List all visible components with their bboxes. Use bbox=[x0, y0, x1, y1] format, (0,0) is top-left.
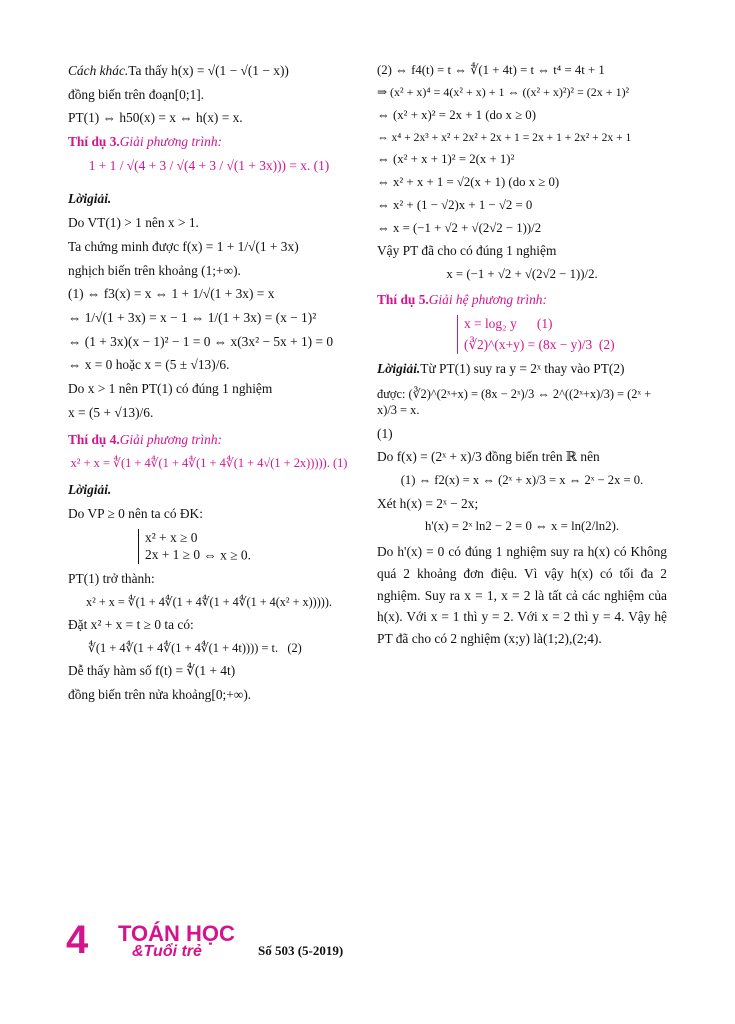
solution-label: Lờigiải. bbox=[68, 191, 112, 207]
equation-line: ⇔ x² + x + 1 = √2(x + 1) (do x ≥ 0) bbox=[377, 174, 560, 189]
example-3-equation: 1 + 1 / √(4 + 3 / √(4 + 3 / √(1 + 3x))) = x. (1) bbox=[88, 157, 330, 173]
solution-line: Ta chứng minh được f(x) = 1 + 1/√(1 + 3x) bbox=[68, 238, 299, 254]
condition-system: x² + x ≥ 0 2x + 1 ≥ 0 ⇔ x ≥ 0. bbox=[138, 529, 350, 564]
example-4-equation: x² + x = ∜(1 + 4∜(1 + 4∜(1 + 4∜(1 + 4√(1 + 2x))))). (1) bbox=[70, 456, 348, 470]
solution-line: ⇔ (1 + 3x)(x − 1)² − 1 = 0 ⇔ x(3x² − 5x + 1) = 0 bbox=[68, 333, 334, 349]
solution-equation: x² + x = ∜(1 + 4∜(1 + 4∜(1 + 4∜(1 + 4(x² + x))))). bbox=[86, 594, 332, 609]
example-4-heading: Thí dụ 4.Giải phương trình: bbox=[68, 432, 222, 448]
solution-equation: h'(x) = 2ˣ ln2 − 2 = 0 ⇔ x = ln(2/ln2). bbox=[424, 519, 620, 534]
solution-line: nghịch biến trên khoảng (1;+∞). bbox=[68, 262, 241, 278]
example-5-system bbox=[457, 315, 667, 354]
solution-line: ⇔ 1/√(1 + 3x) = x − 1 ⇔ 1/(1 + 3x) = (x − 1)² bbox=[68, 309, 317, 325]
right-column bbox=[377, 62, 667, 656]
solution-line: Do VP ≥ 0 nên ta có ĐK: bbox=[68, 506, 203, 522]
conclusion-paragraph: Do h'(x) = 0 có đúng 1 nghiệm suy ra h(x) có Không quá 2 khoảng đơn điệu. Vì vậy h(x) có tối đa 2 nghiệm. Suy ra x = 1, x = 2 là tất cả các nghiệm của h(x). Với x = 1 thì y = 2. Với x = 2 thì y = 4. Vậy hệ PT đã cho có 2 nghiệm (x;y) là(1;2),(2;4). bbox=[377, 544, 667, 646]
solution-line: đồng biến trên nửa khoảng[0;+∞). bbox=[68, 686, 252, 702]
issue-label: Số 503 (5-2019) bbox=[258, 943, 344, 958]
solution-line: Do VT(1) > 1 nên x > 1. bbox=[68, 215, 199, 231]
condition-brace: x² + x ≥ 0 2x + 1 ≥ 0 bbox=[138, 529, 200, 564]
alt-method-line: Cách khác.Ta thấy h(x) = √(1 − √(1 − x)) bbox=[68, 63, 289, 78]
solution-line: Do f(x) = (2ˣ + x)/3 đồng biến trên ℝ nên bbox=[377, 449, 600, 465]
equation-line: ⇔ (x² + x)² = 2x + 1 (do x ≥ 0) bbox=[377, 107, 536, 122]
equation-line: ⇔ x = (−1 + √2 + √(2√2 − 1))/2 bbox=[377, 220, 542, 235]
solution-label: Lờigiải. bbox=[68, 482, 112, 498]
solution-line: PT(1) trở thành: bbox=[68, 571, 155, 587]
solution-line: Lờigiải.Từ PT(1) suy ra y = 2ˣ thay vào PT(2) bbox=[377, 361, 625, 377]
example-5-heading: Thí dụ 5.Giải hệ phương trình: bbox=[377, 292, 547, 308]
solution-line: x = (5 + √13)/6. bbox=[68, 404, 154, 420]
equation-line: (2) ⇔ f4(t) = t ⇔ ∜(1 + 4t) = t ⇔ t⁴ = 4t + 1 bbox=[377, 63, 605, 77]
equation-line: ⇒ (x² + x)⁴ = 4(x² + x) + 1 ⇔ ((x² + x)²)² = (2x + 1)² bbox=[377, 84, 630, 99]
solution-line: Do x > 1 nên PT(1) có đúng 1 nghiệm bbox=[68, 380, 273, 396]
system-brace: x = log₂ y (1) (∛2)^(x+y) = (8x − y)/3 (2) bbox=[457, 315, 615, 354]
equation-line: x = (−1 + √2 + √(2√2 − 1))/2. bbox=[446, 267, 598, 282]
solution-equation: ∜(1 + 4∜(1 + 4∜(1 + 4∜(1 + 4t)))) = t. (2) bbox=[88, 640, 302, 655]
solution-line: Xét h(x) = 2ˣ − 2x; bbox=[377, 495, 479, 511]
solution-equation: được: (∛2)^(2ˣ+x) = (8x − 2ˣ)/3 ⇔ 2^((2ˣ+x)/3) = (2ˣ + x)/3 = x. bbox=[377, 386, 652, 418]
equation-line: ⇔ x² + (1 − √2)x + 1 − √2 = 0 bbox=[377, 197, 533, 212]
example-3-heading: Thí dụ 3.Giải phương trình: bbox=[68, 134, 222, 150]
page-number: 4 bbox=[66, 918, 89, 962]
text-line: Vậy PT đã cho có đúng 1 nghiệm bbox=[377, 243, 557, 259]
solution-line: Dễ thấy hàm số f(t) = ∜(1 + 4t) bbox=[68, 662, 236, 678]
solution-line: ⇔ x = 0 hoặc x = (5 ± √13)/6. bbox=[68, 357, 230, 373]
solution-line: (1) ⇔ f3(x) = x ⇔ 1 + 1/√(1 + 3x) = x bbox=[68, 286, 275, 302]
text-line: đồng biến trên đoạn[0;1]. bbox=[68, 86, 205, 102]
equation-tag: (1) bbox=[377, 425, 393, 441]
left-column bbox=[68, 62, 350, 709]
solution-equation: (1) ⇔ f2(x) = x ⇔ (2ˣ + x)/3 = x ⇔ 2ˣ − 2x = 0. bbox=[400, 472, 644, 487]
solution-line: Đặt x² + x = t ≥ 0 ta có: bbox=[68, 616, 194, 632]
equation-line: ⇔ x⁴ + 2x³ + x² + 2x² + 2x + 1 = 2x + 1 + 2x² + 2x + 1 bbox=[377, 130, 632, 144]
magazine-logo: TOÁN HỌC &Tuổi trẻ bbox=[118, 921, 235, 960]
equation-line: PT(1) ⇔ h50(x) = x ⇔ h(x) = x. bbox=[68, 110, 243, 126]
equation-line: ⇔ (x² + x + 1)² = 2(x + 1)² bbox=[377, 151, 515, 166]
